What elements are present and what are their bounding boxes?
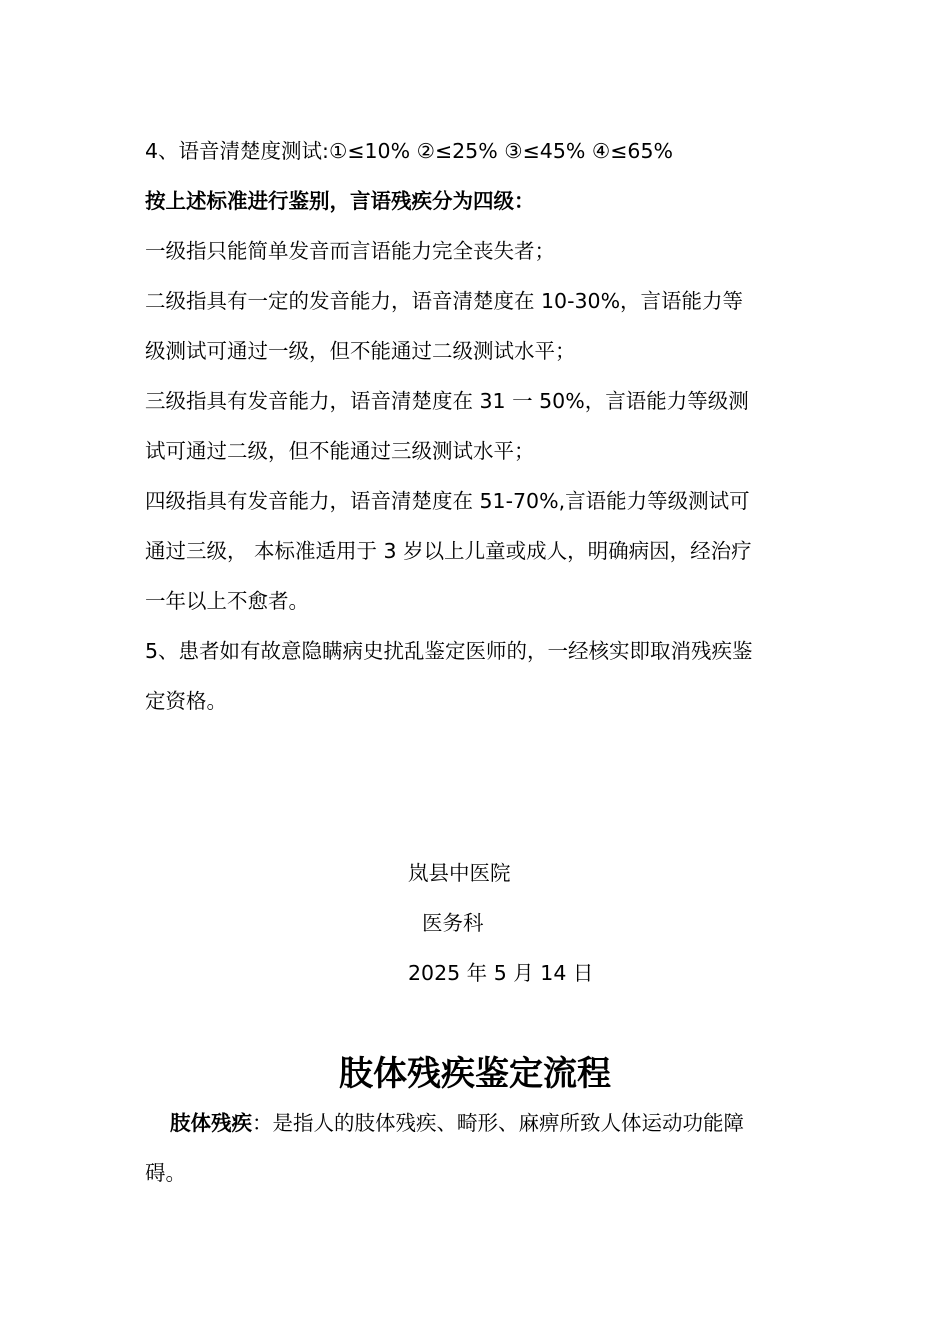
paragraph-level-two-line1: 二级指具有一定的发音能力，语音清楚度在 10-30%，言语能力等 — [145, 289, 744, 313]
paragraph-level-three-line2: 试可通过二级，但不能通过三级测试水平； — [145, 439, 535, 463]
definition-text: ：是指人的肢体残疾、畸形、麻痹所致人体运动功能障 — [252, 1111, 744, 1135]
signature-date: 2025 年 5 月 14 日 — [408, 961, 594, 985]
paragraph-item-five-line2: 定资格。 — [145, 689, 227, 713]
section-title: 肢体残疾鉴定流程 — [339, 1054, 611, 1094]
paragraph-level-three-line1: 三级指具有发音能力，语音清楚度在 31 一 50%，言语能力等级测 — [145, 389, 749, 413]
paragraph-level-four-line2: 通过三级， 本标准适用于 3 岁以上儿童或成人，明确病因，经治疗 — [145, 539, 752, 563]
paragraph-level-one: 一级指只能简单发音而言语能力完全丧失者； — [145, 239, 555, 263]
paragraph-speech-clarity-test: 4、语音清楚度测试:①≤10% ②≤25% ③≤45% ④≤65% — [145, 139, 673, 163]
paragraph-level-two-line2: 级测试可通过一级，但不能通过二级测试水平； — [145, 339, 576, 363]
paragraph-level-four-line1: 四级指具有发音能力，语音清楚度在 51-70%,言语能力等级测试可 — [145, 489, 750, 513]
paragraph-classification-heading: 按上述标准进行鉴别，言语残疾分为四级： — [145, 189, 535, 213]
paragraph-item-five-line1: 5、患者如有故意隐瞒病史扰乱鉴定医师的，一经核实即取消残疾鉴 — [145, 639, 753, 663]
definition-term: 肢体残疾 — [170, 1111, 252, 1135]
paragraph-level-four-line3: 一年以上不愈者。 — [145, 589, 309, 613]
definition-line1 — [170, 1108, 744, 1138]
signature-hospital: 岚县中医院 — [408, 861, 511, 885]
signature-department: 医务科 — [422, 911, 484, 935]
definition-line2: 碍。 — [145, 1161, 186, 1185]
